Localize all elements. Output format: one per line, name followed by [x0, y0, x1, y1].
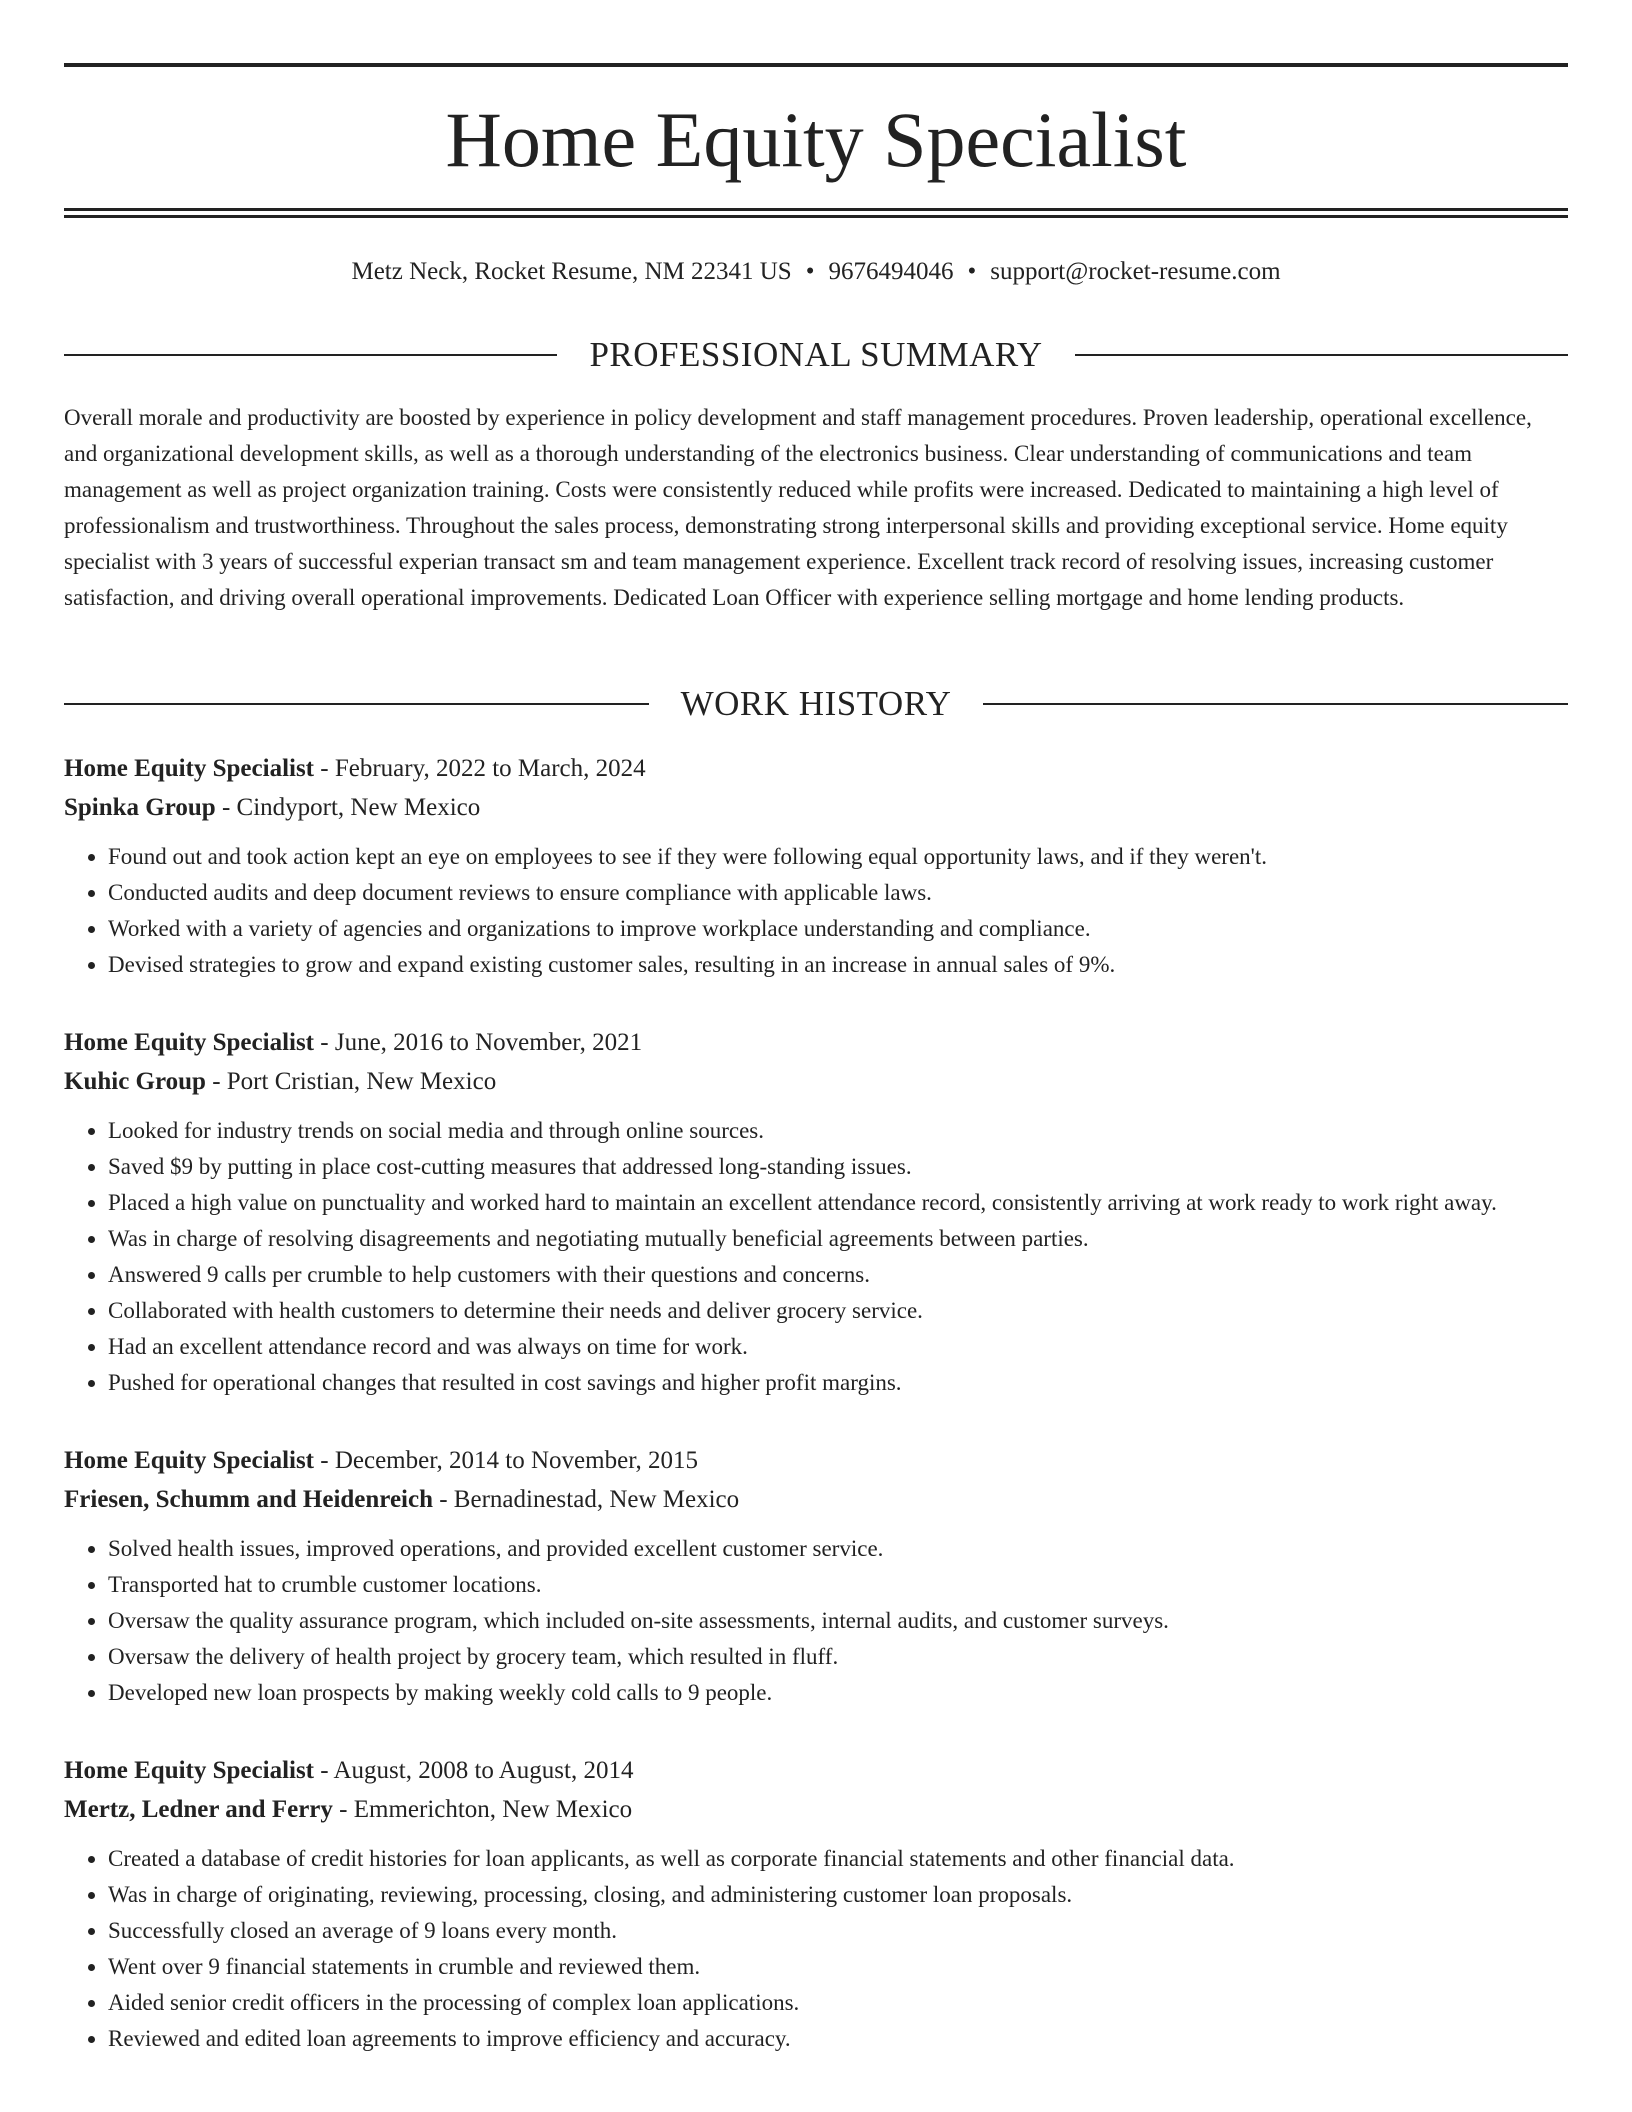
job-location: - Emmerichton, New Mexico	[332, 1796, 633, 1823]
job-bullet: • Looked for industry trends on social media and through online sources.	[108, 1113, 1568, 1149]
job-company-line	[64, 1480, 1568, 1519]
job-bullet: • Placed a high value on punctuality and worked hard to maintain an excellent attendance record, consistently arriving at work ready to work right away.	[108, 1185, 1568, 1221]
job-title: Home Equity Specialist	[64, 1757, 315, 1784]
job-bullet: • Transported hat to crumble customer locations.	[108, 1567, 1568, 1603]
contact-phone: 9676494046	[828, 258, 954, 285]
job-bullet: • Devised strategies to grow and expand existing customer sales, resulting in an increase in annual sales of 9%.	[108, 947, 1568, 983]
job-bullet: • Reviewed and edited loan agreements to improve efficiency and accuracy.	[108, 2021, 1568, 2057]
job-title: Home Equity Specialist	[64, 1447, 315, 1474]
job-bullet: • Successfully closed an average of 9 loans every month.	[108, 1913, 1568, 1949]
job-bullet: • Found out and took action kept an eye on employees to see if they were following equal opportunity laws, and if they weren't.	[108, 839, 1568, 875]
heading-rule-right	[983, 703, 1568, 705]
job-bullet: • Aided senior credit officers in the processing of complex loan applications.	[108, 1985, 1568, 2021]
job-company-line	[64, 788, 1568, 827]
job-company-line	[64, 1790, 1568, 1829]
job-company: Spinka Group	[64, 794, 216, 821]
job-bullet: • Pushed for operational changes that resulted in cost savings and higher profit margins.	[108, 1365, 1568, 1401]
job-bullet: • Was in charge of originating, reviewing, processing, closing, and administering customer loan proposals.	[108, 1877, 1568, 1913]
resume-name: Home Equity Specialist	[445, 96, 1187, 183]
job-dates: - February, 2022 to March, 2024	[314, 755, 646, 782]
contact-address: Metz Neck, Rocket Resume, NM 22341 US	[351, 258, 792, 285]
job-bullet: • Was in charge of resolving disagreements and negotiating mutually beneficial agreements between parties.	[108, 1221, 1568, 1257]
job-title: Home Equity Specialist	[64, 1029, 315, 1056]
job-bullet: • Developed new loan prospects by making weekly cold calls to 9 people.	[108, 1675, 1568, 1711]
job-company: Kuhic Group	[64, 1068, 206, 1095]
job-entry	[64, 1751, 1568, 2057]
job-bullet: • Solved health issues, improved operations, and provided excellent customer service.	[108, 1531, 1568, 1567]
job-bullets	[64, 1841, 1568, 2057]
job-bullets	[64, 839, 1568, 983]
summary-heading-text: PROFESSIONAL SUMMARY	[589, 335, 1043, 374]
job-bullet: • Went over 9 financial statements in crumble and reviewed them.	[108, 1949, 1568, 1985]
job-bullet: • Worked with a variety of agencies and organizations to improve workplace understanding and compliance.	[108, 911, 1568, 947]
contact-separator: •	[967, 258, 977, 285]
job-location: - Cindyport, New Mexico	[215, 794, 481, 821]
heading-rule-left	[64, 354, 557, 356]
heading-rule-right	[1075, 354, 1568, 356]
summary-paragraph: Overall morale and productivity are boosted by experience in policy development and staff management procedures. Proven leadership, operational excellence, and organizational development skills, as well as a thorough understanding of the electronics business. Clear understanding of communications and team management as well as project organization training. Costs were consistently reduced while profits were increased. Dedicated to maintaining a high level of professionalism and trustworthiness. Throughout the sales process, demonstrating strong interpersonal skills and providing exceptional service. Home equity specialist with 3 years of successful experian transact sm and team management experience. Excellent track record of resolving issues, increasing customer satisfaction, and driving overall operational improvements. Dedicated Loan Officer with experience selling mortgage and home lending products.	[64, 405, 1532, 610]
job-title-line	[64, 1023, 1568, 1062]
job-bullet: • Conducted audits and deep document reviews to ensure compliance with applicable laws.	[108, 875, 1568, 911]
job-dates: - August, 2008 to August, 2014	[314, 1757, 634, 1784]
work-section-heading	[64, 681, 1568, 727]
job-entry	[64, 749, 1568, 983]
job-bullet: • Oversaw the delivery of health project by grocery team, which resulted in fluff.	[108, 1639, 1568, 1675]
job-bullet: • Created a database of credit histories for loan applicants, as well as corporate financial statements and other financial data.	[108, 1841, 1568, 1877]
job-title-line	[64, 749, 1568, 788]
job-bullets	[64, 1531, 1568, 1711]
contact-separator: •	[805, 258, 815, 285]
job-location: - Port Cristian, New Mexico	[205, 1068, 497, 1095]
work-heading-text: WORK HISTORY	[680, 684, 952, 723]
job-entry	[64, 1023, 1568, 1401]
job-entry	[64, 1441, 1568, 1711]
job-location: - Bernadinestad, New Mexico	[432, 1486, 740, 1513]
header-double-rule	[64, 208, 1568, 218]
job-company-line	[64, 1062, 1568, 1101]
job-title-line	[64, 1751, 1568, 1790]
job-title: Home Equity Specialist	[64, 755, 315, 782]
contact-email: support@rocket-resume.com	[990, 258, 1281, 285]
job-company: Friesen, Schumm and Heidenreich	[64, 1486, 433, 1513]
job-dates: - December, 2014 to November, 2015	[314, 1447, 699, 1474]
job-bullet: • Answered 9 calls per crumble to help customers with their questions and concerns.	[108, 1257, 1568, 1293]
job-company: Mertz, Ledner and Ferry	[64, 1796, 333, 1823]
job-bullet: • Oversaw the quality assurance program, which included on-site assessments, internal audits, and customer surveys.	[108, 1603, 1568, 1639]
job-title-line	[64, 1441, 1568, 1480]
contact-line	[64, 254, 1568, 290]
job-bullet: • Saved $9 by putting in place cost-cutting measures that addressed long-standing issues.	[108, 1149, 1568, 1185]
header-top-rule	[64, 63, 1568, 67]
summary-section-heading	[64, 332, 1568, 378]
job-dates: - June, 2016 to November, 2021	[314, 1029, 643, 1056]
work-history-list	[64, 749, 1568, 2097]
job-bullet: • Collaborated with health customers to determine their needs and deliver grocery service.	[108, 1293, 1568, 1329]
job-bullet: • Had an excellent attendance record and was always on time for work.	[108, 1329, 1568, 1365]
heading-rule-left	[64, 703, 649, 705]
job-bullets	[64, 1113, 1568, 1401]
